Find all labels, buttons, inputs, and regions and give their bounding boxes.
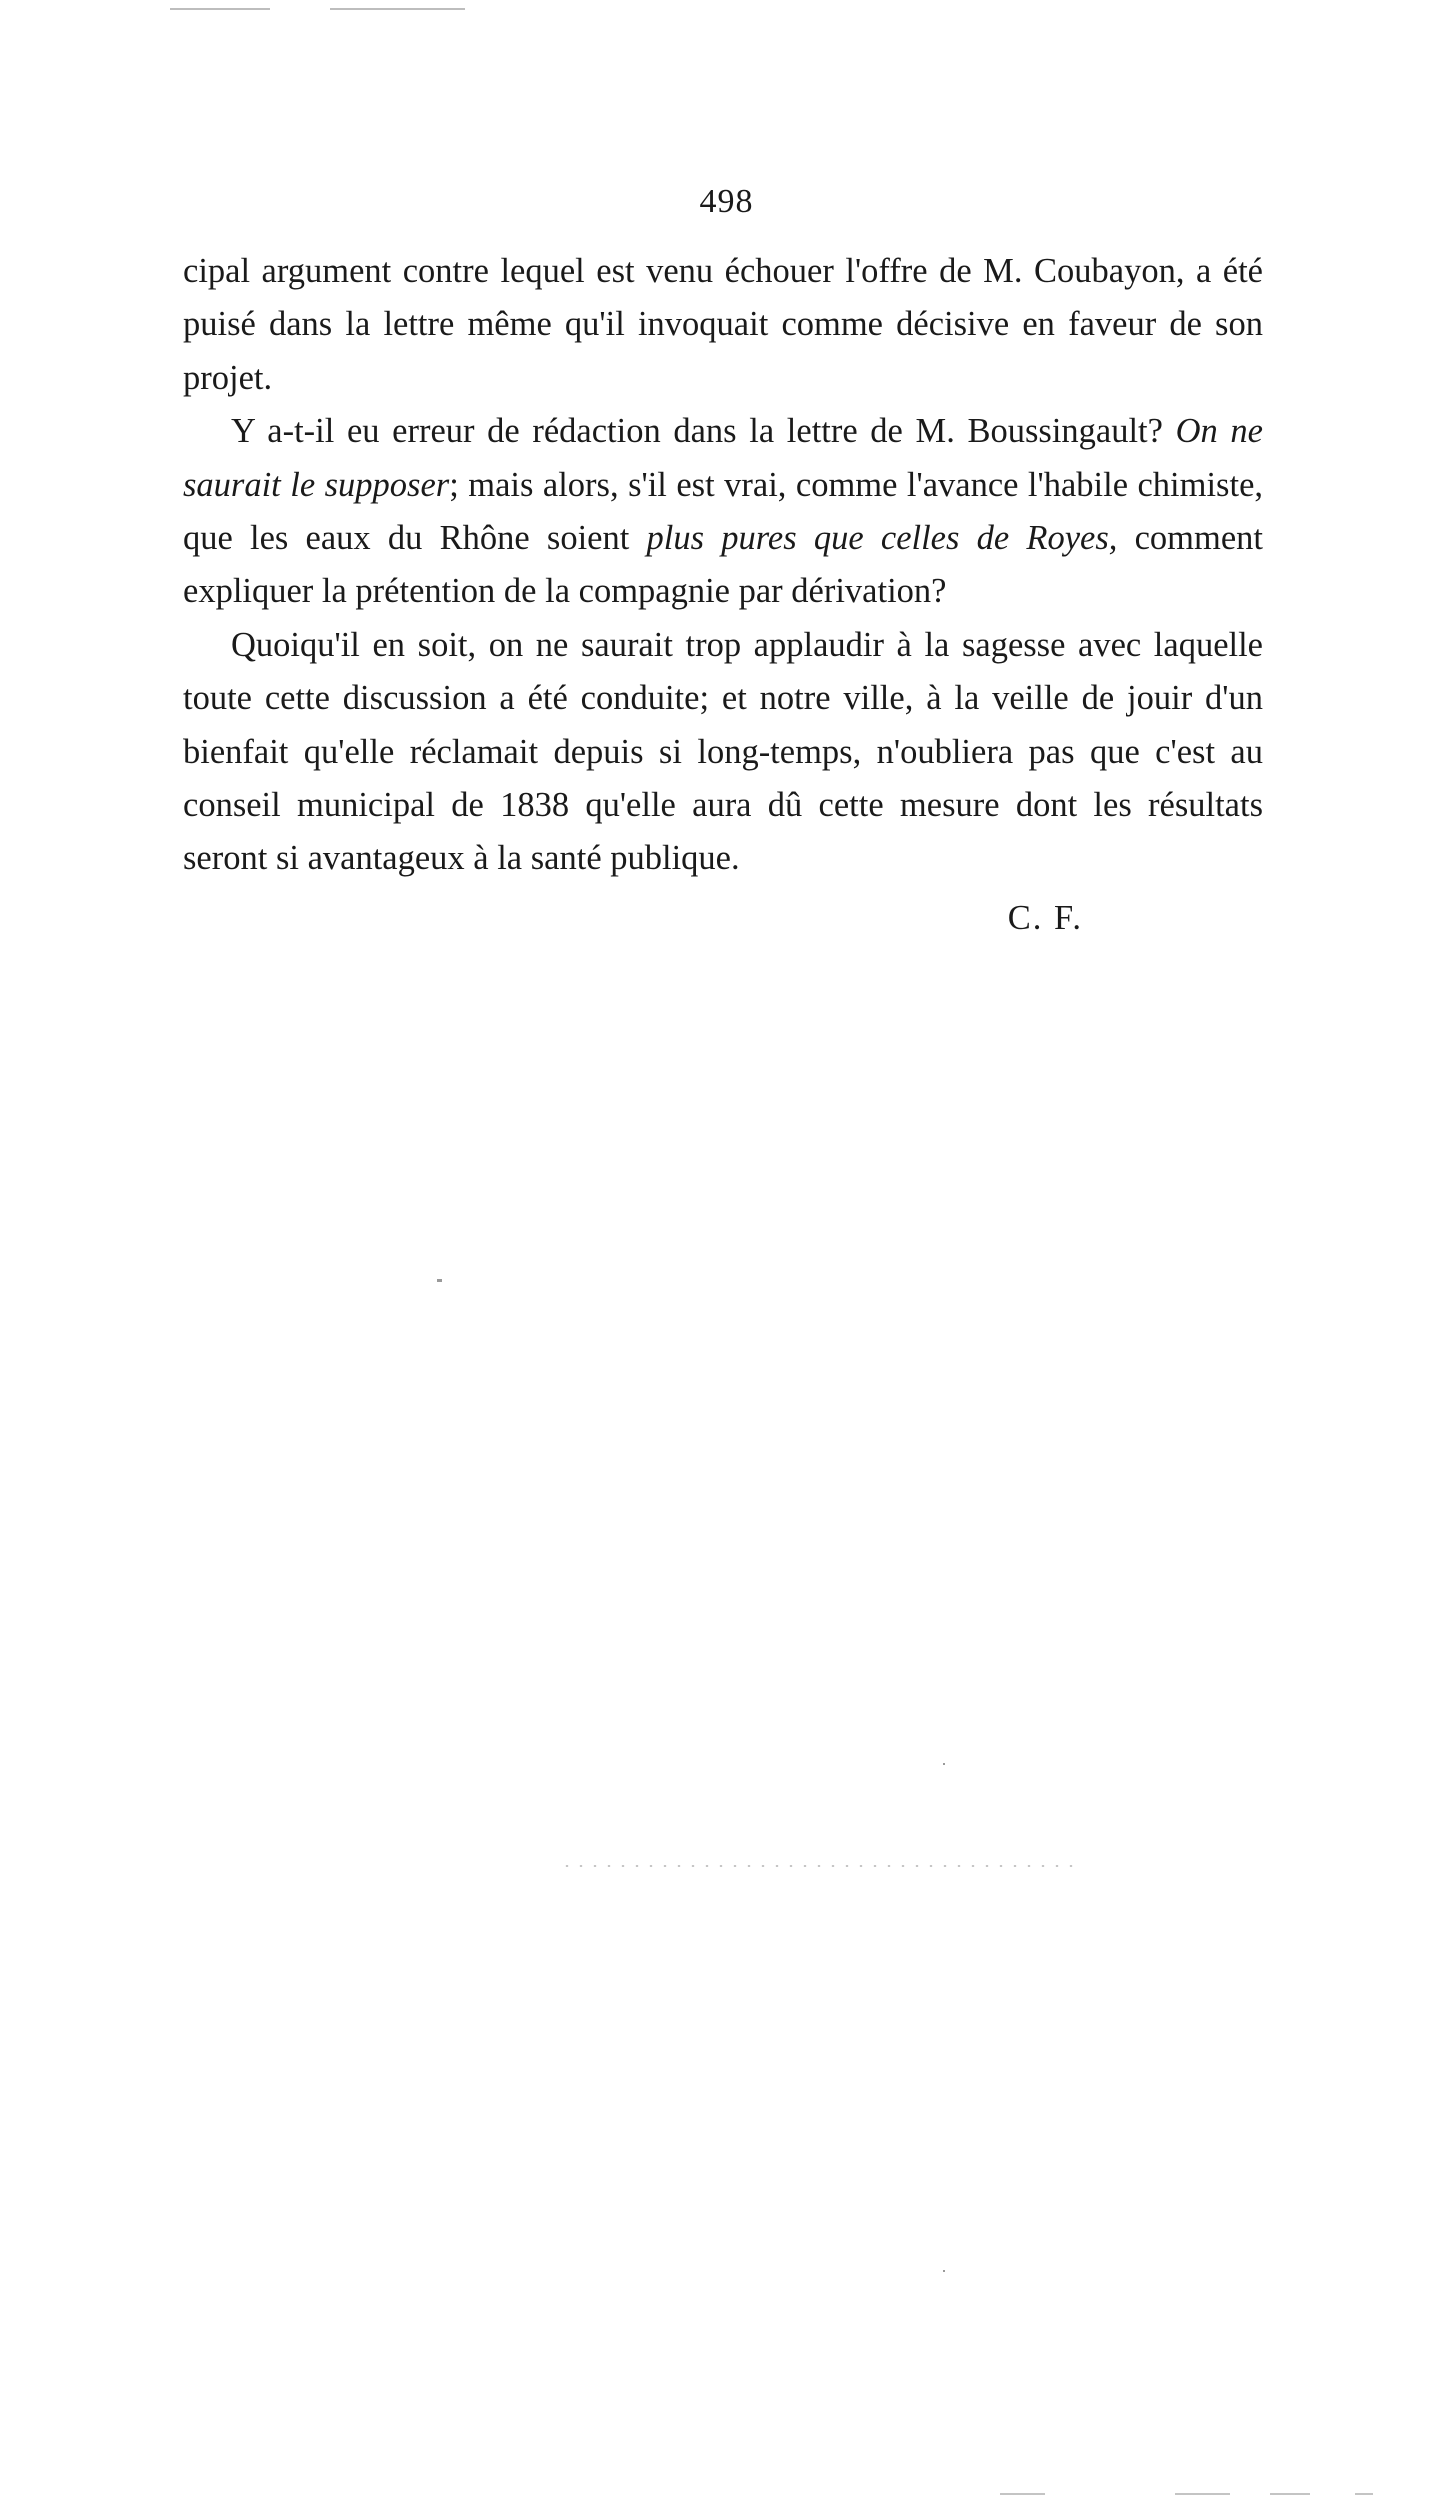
bottom-scan-rule	[1000, 2493, 1045, 2495]
scan-speck	[943, 2270, 945, 2272]
paragraph-boussingault	[183, 405, 1263, 619]
top-scan-rule	[330, 8, 465, 10]
text-run: comment expliquer la prétention de la compagnie par dérivation?	[183, 519, 1263, 611]
italic-phrase: plus pures que celles de Royes,	[646, 519, 1118, 558]
text-run: cipal argument contre lequel est venu échouer l'offre de M. Coubayon, a été puisé dans la lettre même qu'il invoquait comme décisive en faveur de son projet.	[183, 252, 1263, 397]
text-run: Quoiqu'il en soit, on ne saurait trop applaudir à la sagesse avec laquelle toute cette discussion a été conduite; et notre ville, à la veille de jouir d'un bienfait qu'elle réclamait depuis si long-temps, n'oubliera pas que c'est au conseil municipal de 1838 qu'elle aura dû cette mesure dont les résultats seront si avantageux à la santé publique.	[183, 625, 1263, 878]
bottom-scan-rule	[1270, 2493, 1310, 2495]
text-run: Y a-t-il eu erreur de rédaction dans la lettre de M. Boussingault?	[231, 412, 1176, 451]
scan-speck	[943, 1763, 945, 1765]
signature: C. F.	[1007, 898, 1083, 937]
bottom-scan-rule	[1175, 2493, 1230, 2495]
body-text	[183, 245, 1263, 945]
bottom-scan-rule	[1355, 2493, 1373, 2495]
paragraph-continuation	[183, 245, 1263, 405]
italic-phrase: On ne saurait le supposer	[183, 412, 1263, 504]
scan-dot-line	[560, 1865, 1080, 1867]
text-run: ; mais alors, s'il est vrai, comme l'avance l'habile chimiste, que les eaux du Rhône soient	[183, 465, 1264, 558]
page-number: 498	[699, 183, 754, 220]
scan-speck	[437, 1279, 442, 1282]
paragraph-conclusion	[183, 619, 1263, 886]
top-scan-rule	[170, 8, 270, 10]
